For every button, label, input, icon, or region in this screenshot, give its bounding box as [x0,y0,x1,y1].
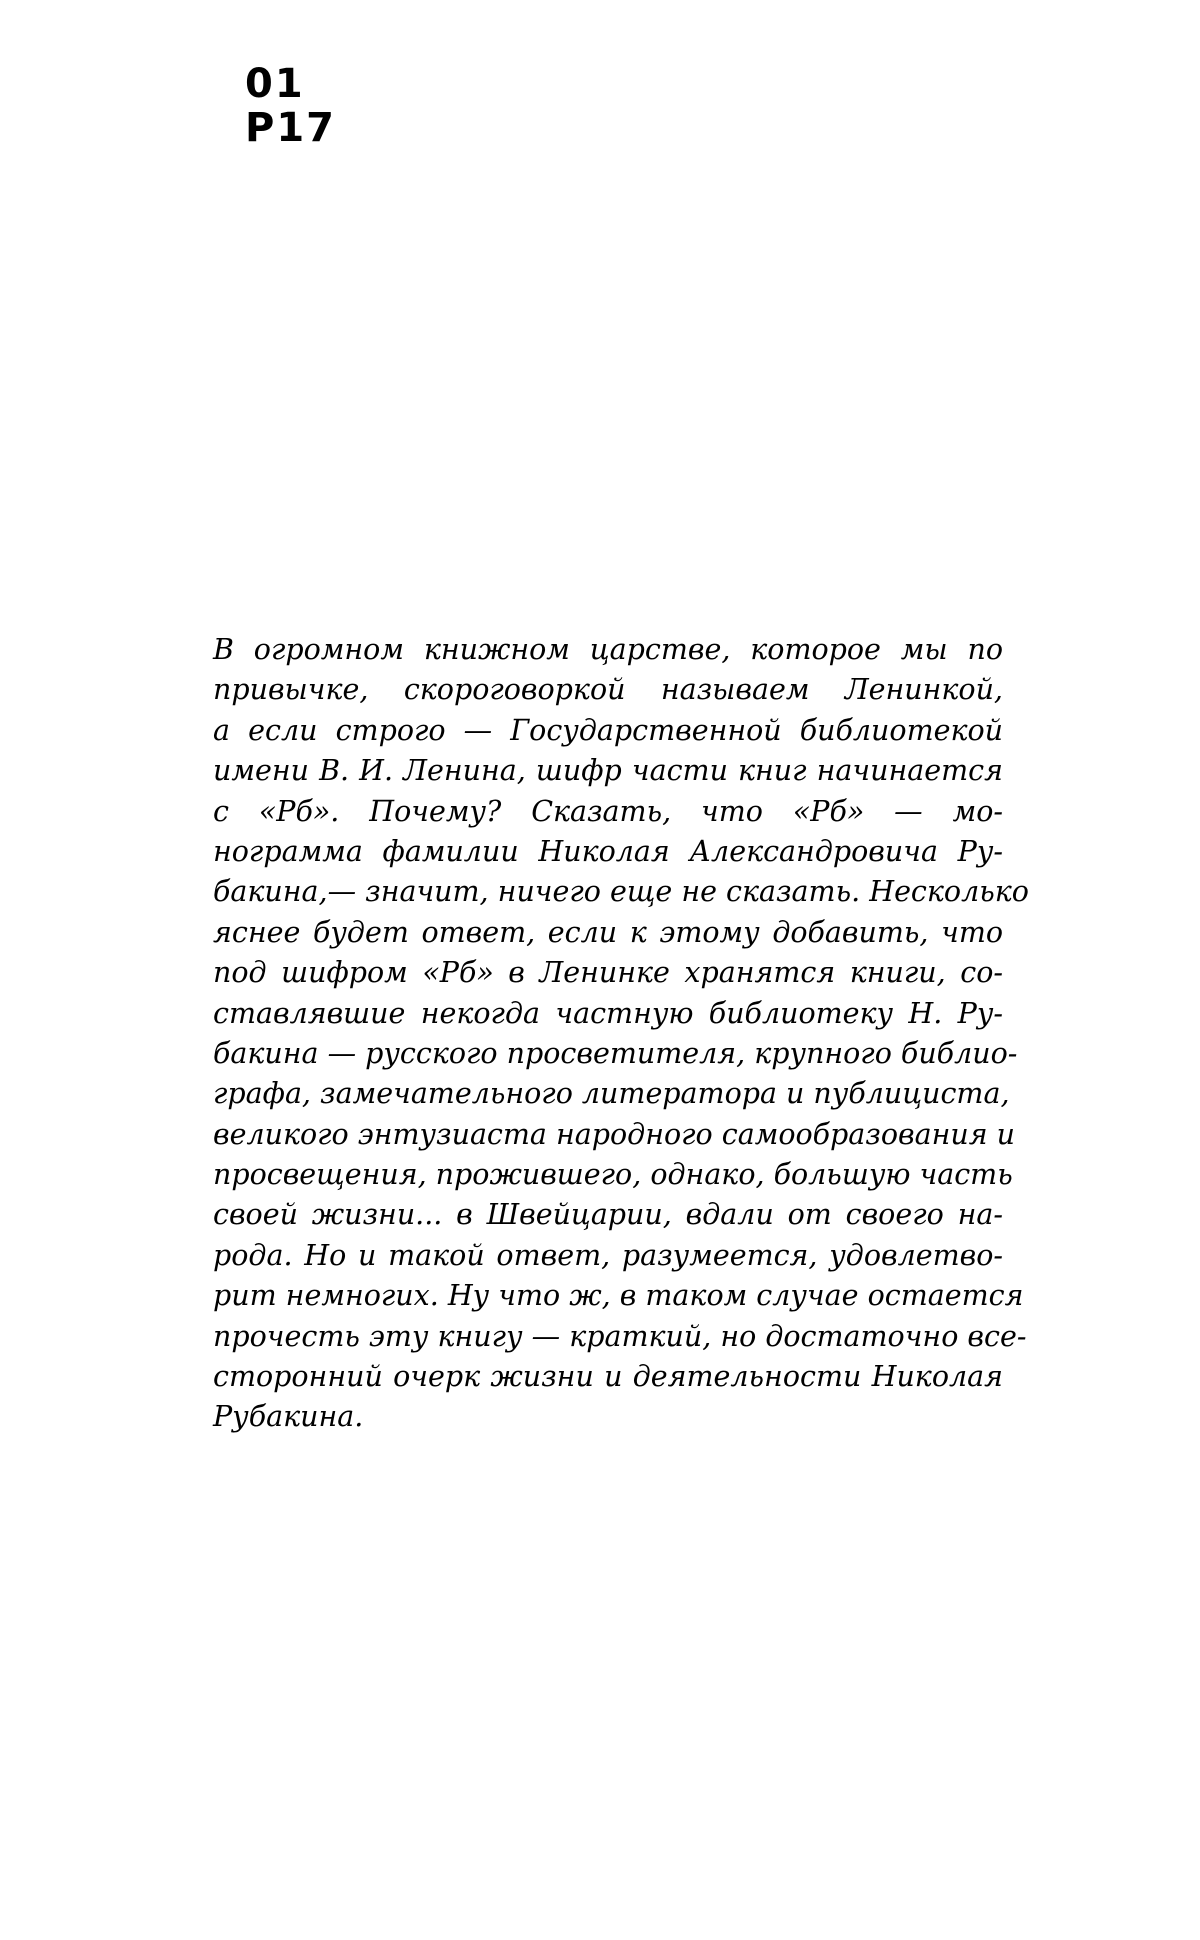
annotation-line: привычке, скороговоркой называем Ленинкой, [213,673,1003,707]
classification-code [245,62,336,150]
annotation-line: бакина — русского просветителя, крупного библио- [213,1036,1018,1070]
annotation-line: прочесть эту книгу — краткий, но достаточно все- [213,1319,1027,1353]
annotation-line: Рубакина. [213,1400,364,1434]
annotation-line: бакина,— значит, ничего еще не сказать. Несколько [213,875,1029,909]
classification-line-1: 01 [245,61,305,107]
annotation-line: графа, замечательного литератора и публициста, [213,1077,1010,1111]
annotation-line: великого энтузиаста народного самообразования и [213,1117,1015,1151]
annotation-line: сторонний очерк жизни и деятельности Николая [213,1360,1003,1394]
annotation-line: с «Рб». Почему? Сказать, что «Рб» — мо- [213,794,1003,828]
annotation-line: яснее будет ответ, если к этому добавить, что [213,915,1003,949]
annotation-line: своей жизни... в Швейцарии, вдали от своего на- [213,1198,1003,1232]
annotation-line: В огромном книжном царстве, которое мы по [213,633,1003,666]
annotation-line: под шифром «Рб» в Ленинке хранятся книги, со- [213,956,1003,990]
annotation-line: нограмма фамилии Николая Александровича Ру- [213,834,1003,868]
annotation-line: просвещения, прожившего, однако, большую часть [213,1158,1013,1192]
annotation-line: рит немногих. Ну что ж, в таком случае остается [213,1279,1024,1313]
classification-line-2: Р17 [245,105,336,151]
annotation-line: ставлявшие некогда частную библиотеку Н. Ру- [213,996,1003,1030]
annotation-line: рода. Но и такой ответ, разумеется, удовлетво- [213,1238,1003,1272]
annotation-line: а если строго — Государственной библиотекой [213,713,1003,747]
annotation-paragraph [213,630,1029,1438]
annotation-line: имени В. И. Ленина, шифр части книг начинается [213,754,1003,788]
